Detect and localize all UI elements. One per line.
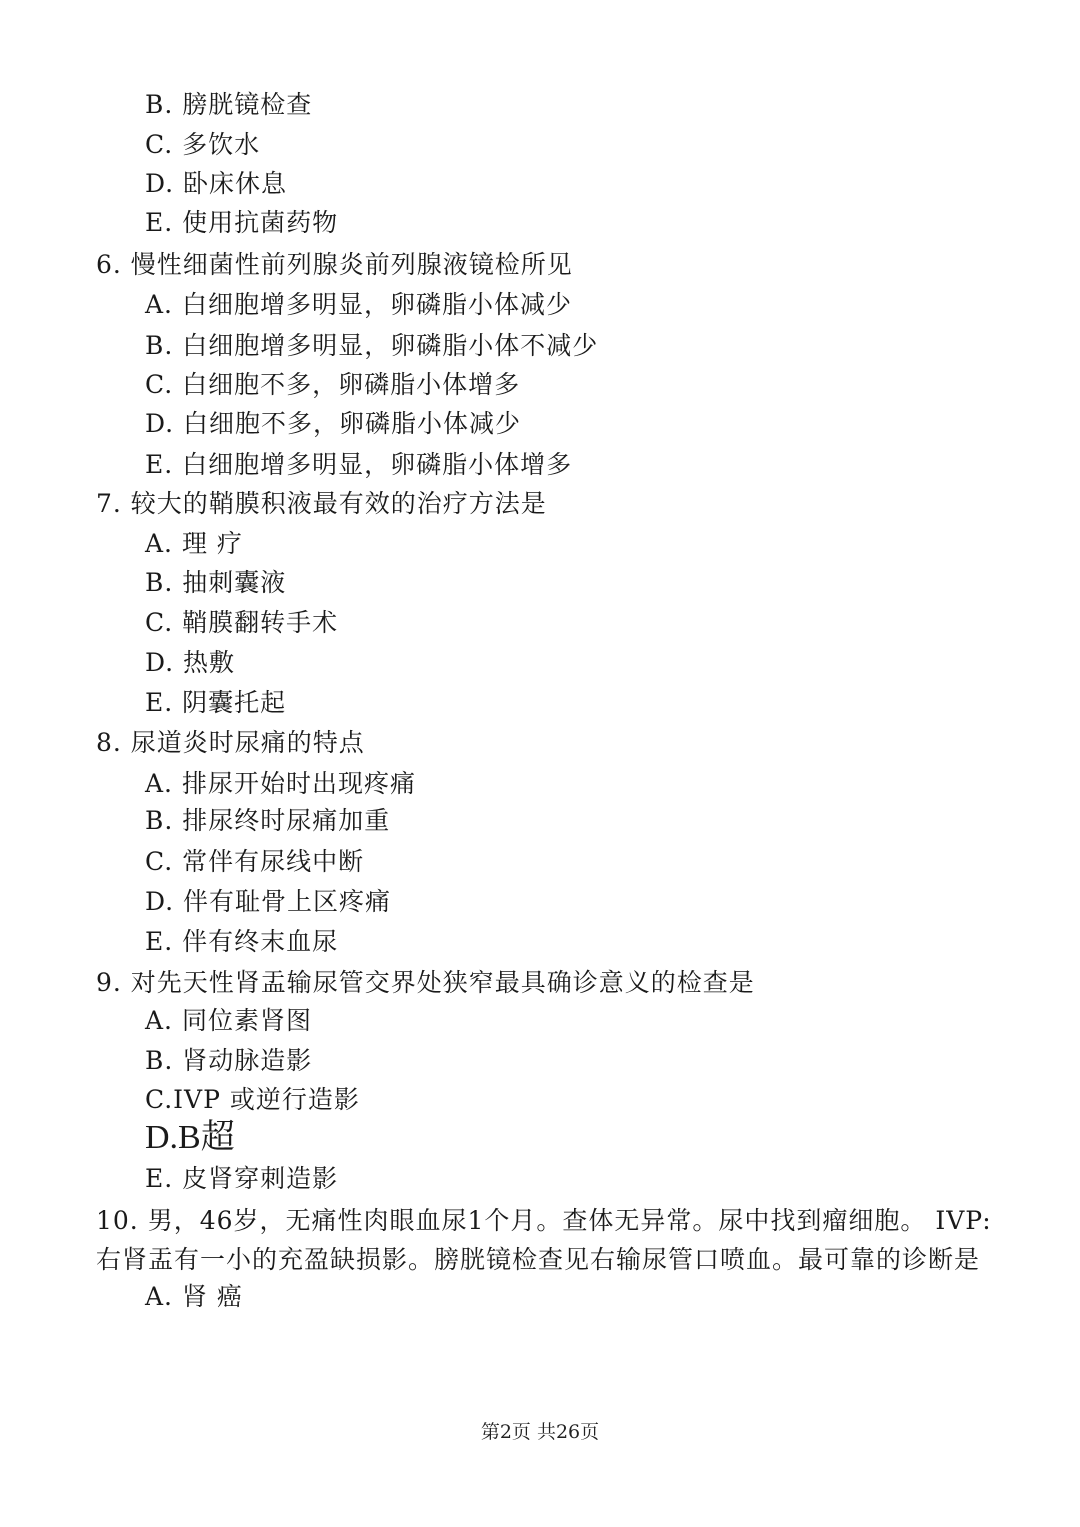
option-text: D. 白细胞不多，卵磷脂小体减少 <box>145 409 522 438</box>
option-text: B. 白细胞增多明显，卵磷脂小体不减少 <box>145 331 599 360</box>
option-text: A. 同位素肾图 <box>145 1006 312 1035</box>
question-text: 右肾盂有一小的充盈缺损影。膀胱镜检查见右输尿管口喷血。最可靠的诊断是 <box>96 1245 981 1274</box>
option-text: D. 卧床休息 <box>145 169 288 198</box>
question-text: 8. 尿道炎时尿痛的特点 <box>96 728 365 757</box>
page-footer: 第2页 共26页 <box>480 1421 600 1443</box>
option-text: E. 阴囊托起 <box>145 688 287 717</box>
option-text: C.IVP 或逆行造影 <box>145 1085 360 1114</box>
option-text: A. 白细胞增多明显，卵磷脂小体减少 <box>145 290 572 319</box>
option-text: D. 热敷 <box>145 648 236 677</box>
option-text: E. 使用抗菌药物 <box>145 208 339 237</box>
option-text: C. 多饮水 <box>145 130 261 159</box>
option-text: C. 白细胞不多，卵磷脂小体增多 <box>145 370 521 399</box>
question-text: 6. 慢性细菌性前列腺炎前列腺液镜检所见 <box>96 250 573 279</box>
option-text: E. 白细胞增多明显，卵磷脂小体增多 <box>145 450 573 479</box>
option-text: C. 常伴有尿线中断 <box>145 847 365 876</box>
option-text: B. 抽刺囊液 <box>145 568 287 597</box>
option-text: D. 伴有耻骨上区疼痛 <box>145 887 392 916</box>
option-text: A. 理 疗 <box>145 529 243 558</box>
question-text: 7. 较大的鞘膜积液最有效的治疗方法是 <box>96 489 547 518</box>
question-text: 10. 男，46岁，无痛性肉眼血尿1个月。查体无异常。尿中找到瘤细胞。 IVP: <box>96 1206 992 1235</box>
option-text: A. 肾 癌 <box>145 1282 243 1311</box>
question-text: 9. 对先天性肾盂输尿管交界处狭窄最具确诊意义的检查是 <box>96 968 755 997</box>
option-text: E. 伴有终末血尿 <box>145 927 339 956</box>
option-text: B. 肾动脉造影 <box>145 1046 313 1075</box>
option-text: D.B超 <box>145 1119 235 1156</box>
option-text: C. 鞘膜翻转手术 <box>145 608 339 637</box>
option-text: A. 排尿开始时出现疼痛 <box>145 769 416 798</box>
option-text: E. 皮肾穿刺造影 <box>145 1164 339 1193</box>
option-text: B. 排尿终时尿痛加重 <box>145 806 391 835</box>
option-text: B. 膀胱镜检查 <box>145 90 313 119</box>
